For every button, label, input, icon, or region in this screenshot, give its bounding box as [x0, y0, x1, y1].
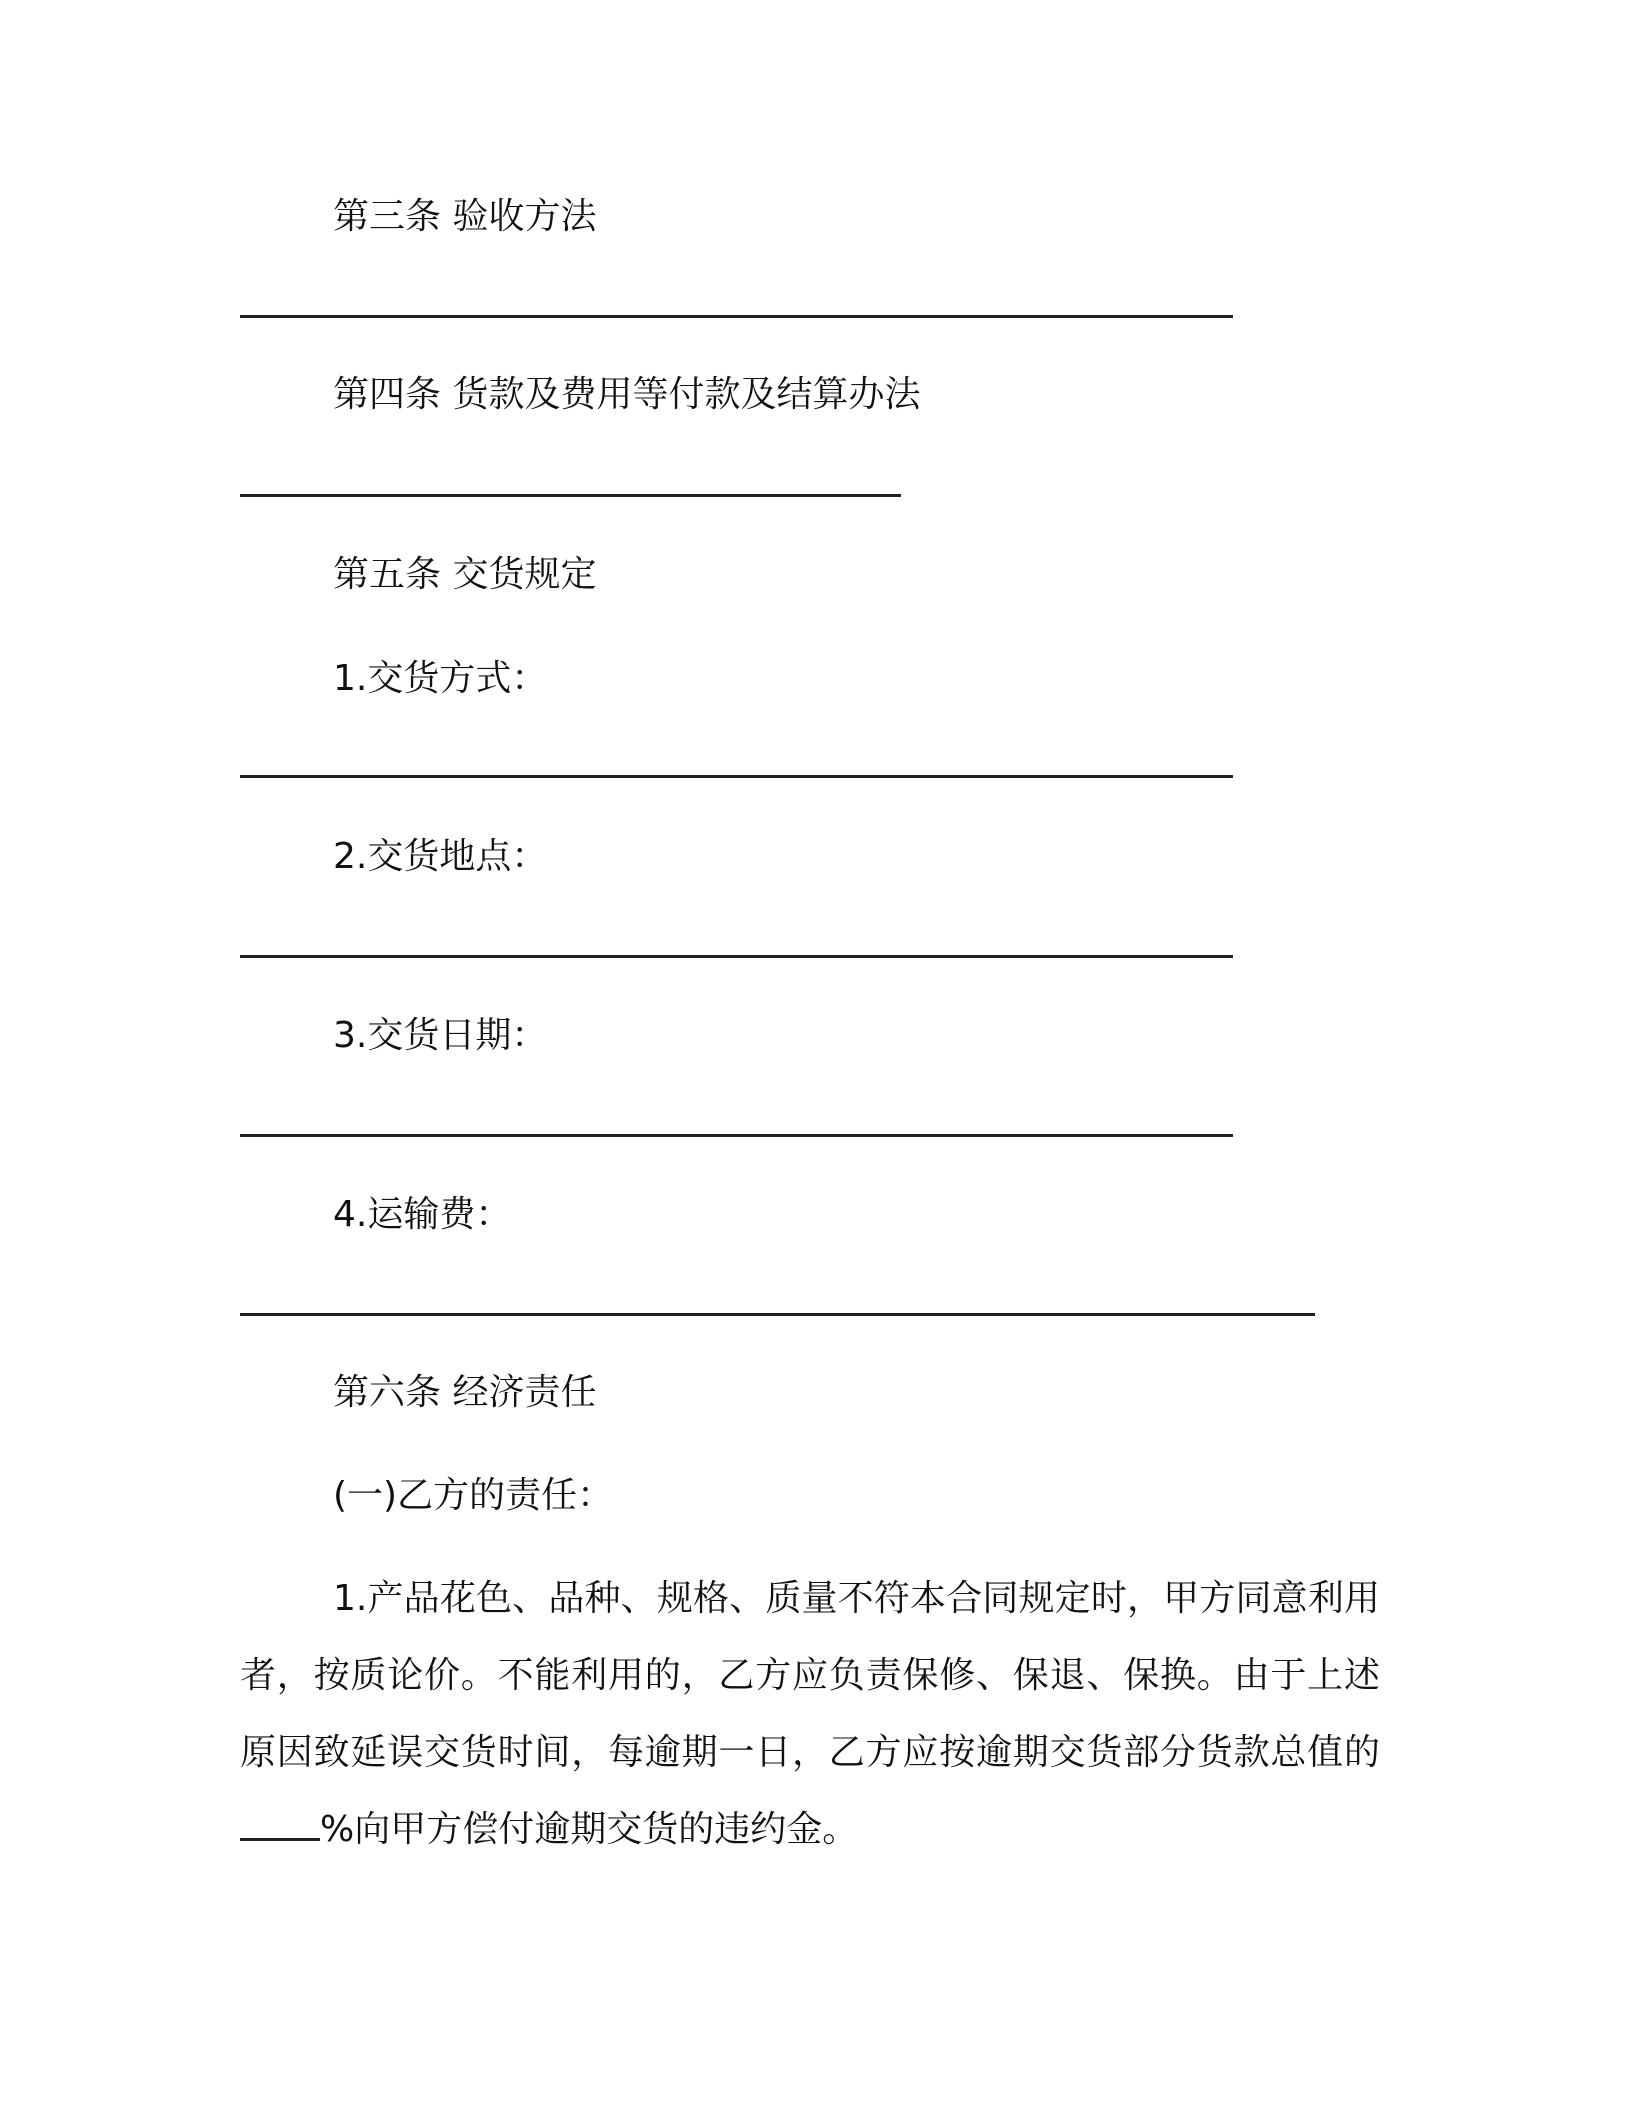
party-b-clause-1	[240, 1560, 1380, 1868]
fill-in-line-delivery-date	[240, 1134, 1233, 1137]
delivery-date-label: 3.交货日期：	[333, 1015, 548, 1056]
fill-in-line-delivery-method	[240, 775, 1233, 778]
fill-in-line-delivery-location	[240, 955, 1233, 958]
article-4-heading: 第四条 货款及费用等付款及结算办法	[333, 374, 921, 415]
clause-1-text: 1.产品花色、品种、规格、质量不符本合同规定时，甲方同意利用者，按质论价。不能利用的，乙方应负责保修、保退、保换。由于上述原因致延误交货时间，每逾期一日，乙方应按逾期交货部分货款总值的	[240, 1578, 1380, 1773]
shipping-cost-label: 4.运输费：	[333, 1194, 512, 1235]
article-6-heading: 第六条 经济责任	[333, 1372, 597, 1413]
penalty-percent-blank	[240, 1808, 320, 1841]
article-3-heading: 第三条 验收方法	[333, 196, 597, 237]
fill-in-line-shipping-cost	[240, 1313, 1315, 1316]
clause-1-text-end: %向甲方偿付逾期交货的违约金。	[320, 1809, 859, 1850]
party-b-responsibility-heading: (一)乙方的责任：	[333, 1475, 614, 1516]
delivery-location-label: 2.交货地点：	[333, 836, 548, 877]
article-5-heading: 第五条 交货规定	[333, 554, 597, 595]
fill-in-line-article-4	[240, 494, 901, 497]
delivery-method-label: 1.交货方式：	[333, 658, 548, 699]
fill-in-line-article-3	[240, 315, 1233, 318]
